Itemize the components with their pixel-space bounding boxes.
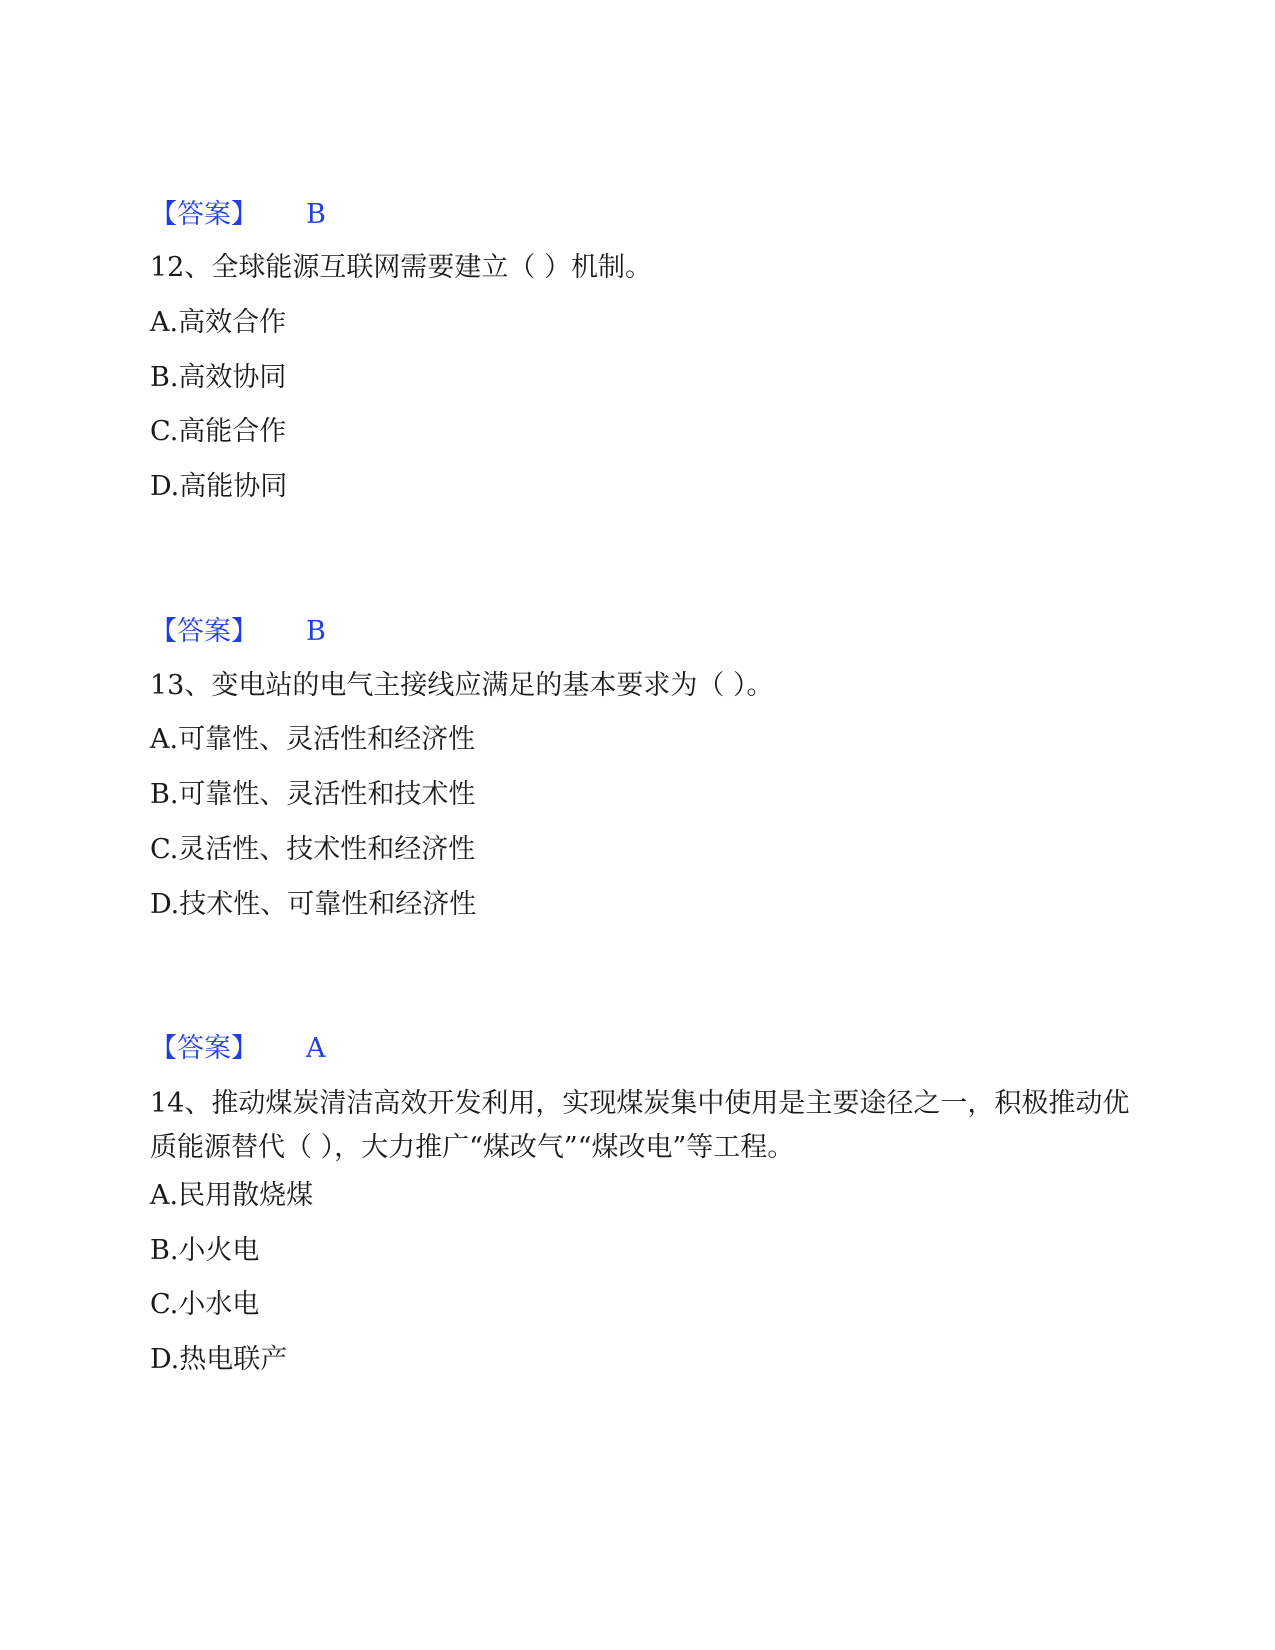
- answer-value: B: [306, 199, 326, 230]
- option-b: B.可靠性、灵活性和技术性: [150, 779, 476, 810]
- answer-label: 【答案】: [150, 1033, 258, 1064]
- question-text: 12、全球能源互联网需要建立（ ）机制。: [150, 252, 652, 283]
- answer-line: [150, 614, 326, 650]
- question-text: 14、推动煤炭清洁高效开发利用，实现煤炭集中使用是主要途径之一，积极推动优质能源替代（ ），大力推广“煤改气”“煤改电”等工程。: [150, 1088, 1130, 1163]
- answer-line: [150, 1031, 326, 1067]
- option-d: D.高能协同: [150, 471, 288, 502]
- option-d: D.热电联产: [150, 1344, 288, 1375]
- option-a: A.民用散烧煤: [150, 1180, 314, 1211]
- answer-line: [150, 197, 326, 233]
- answer-value: B: [306, 616, 326, 647]
- option-d: D.技术性、可靠性和经济性: [150, 889, 477, 920]
- option-b: B.小火电: [150, 1235, 260, 1266]
- answer-value: A: [306, 1033, 326, 1064]
- answer-label: 【答案】: [150, 199, 258, 230]
- option-c: C.小水电: [150, 1289, 260, 1320]
- answer-label: 【答案】: [150, 616, 258, 647]
- option-a: A.高效合作: [150, 307, 287, 338]
- option-c: C.灵活性、技术性和经济性: [150, 834, 476, 865]
- option-b: B.高效协同: [150, 362, 287, 393]
- question-text: 13、变电站的电气主接线应满足的基本要求为（ ）。: [150, 670, 774, 701]
- option-c: C.高能合作: [150, 416, 287, 447]
- option-a: A.可靠性、灵活性和经济性: [150, 724, 476, 755]
